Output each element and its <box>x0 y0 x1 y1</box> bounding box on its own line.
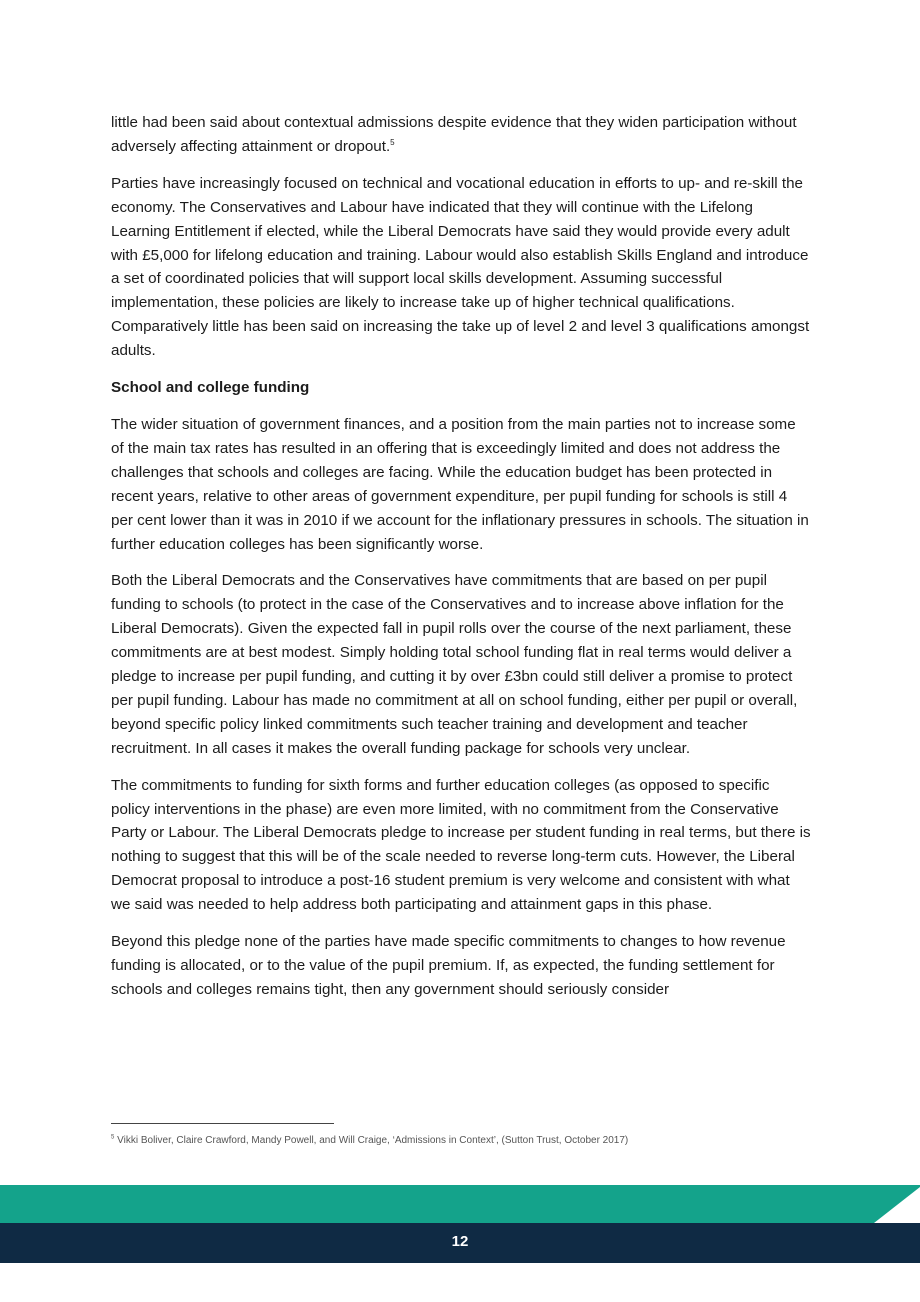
footnote <box>111 1134 831 1148</box>
footnote-reference[interactable]: 5 <box>390 137 395 147</box>
paragraph-revenue-funding: Beyond this pledge none of the parties have made specific commitments to changes to how revenue funding is allocated, or to the value of the pupil premium. If, as expected, the funding settlement for schools and colleges remains tight, then any government should seriously consider <box>111 933 786 998</box>
page-body <box>111 111 811 1015</box>
footnote-divider <box>111 1123 334 1124</box>
paragraph-contextual-admissions: little had been said about contextual admissions despite evidence that they widen participation without adversely affecting attainment or dropout.$^5$ <box>111 114 797 155</box>
footnote-marker: 5 <box>111 1134 115 1141</box>
paragraph-sixth-form-funding: The commitments to funding for sixth forms and further education colleges (as opposed to specific policy interventions in the phase) are even more limited, with no commitment from the Conservative Party or Labour. The Liberal Democrats pledge to increase per student funding in real terms, but there is nothing to suggest that this will be of the scale needed to reverse long-term cuts. However, the Liberal Democrat proposal to introduce a post-16 student premium is very welcome and consistent with what we said was needed to help address both participating and attainment gaps in this phase. <box>111 776 811 914</box>
footer-teal-band <box>0 1185 920 1223</box>
page-number: 12 <box>451 1233 469 1250</box>
footnote-text: Vikki Boliver, Claire Crawford, Mandy Powell, and Will Craige, ‘Admissions in Context’, (Sutton Trust, October 2017) <box>114 1135 629 1146</box>
paragraph-technical-education: Parties have increasingly focused on technical and vocational education in efforts to up- and re-skill the economy. The Conservatives and Labour have indicated that they will continue with the Lifelong Learning Entitlement if elected, while the Liberal Democrats have said they would provide every adult with £5,000 for lifelong education and training. Labour would also establish Skills England and introduce a set of coordinated policies that will support local skills development. Assuming successful implementation, these policies are likely to increase take up of higher technical qualifications. Comparatively little has been said on increasing the take up of level 2 and level 3 qualifications amongst adults. <box>111 174 810 360</box>
section-heading: School and college funding <box>111 379 310 397</box>
paragraph-per-pupil-funding: Both the Liberal Democrats and the Conservatives have commitments that are based on per pupil funding to schools (to protect in the case of the Conservatives and to increase above inflation for the Liberal Democrats). Given the expected fall in pupil rolls over the course of the next parliament, these commitments are at best modest. Simply holding total school funding flat in real terms would deliver a pledge to increase per pupil funding, and cutting it by over £3bn could still deliver a promise to protect per pupil funding. Labour has made no commitment at all on school funding, either per pupil or overall, beyond specific policy linked commitments such teacher training and development and teacher recruitment. In all cases it makes the overall funding package for schools very unclear. <box>111 572 798 757</box>
paragraph-government-finances: The wider situation of government finances, and a position from the main parties not to increase some of the main tax rates has resulted in an offering that is exceedingly limited and does not address the challenges that schools and colleges are facing. While the education budget has been protected in recent years, relative to other areas of government expenditure, per pupil funding for schools is still 4 per cent lower than it was in 2010 if we account for the inflationary pressures in schools. The situation in further education colleges has been significantly worse. <box>111 415 809 553</box>
